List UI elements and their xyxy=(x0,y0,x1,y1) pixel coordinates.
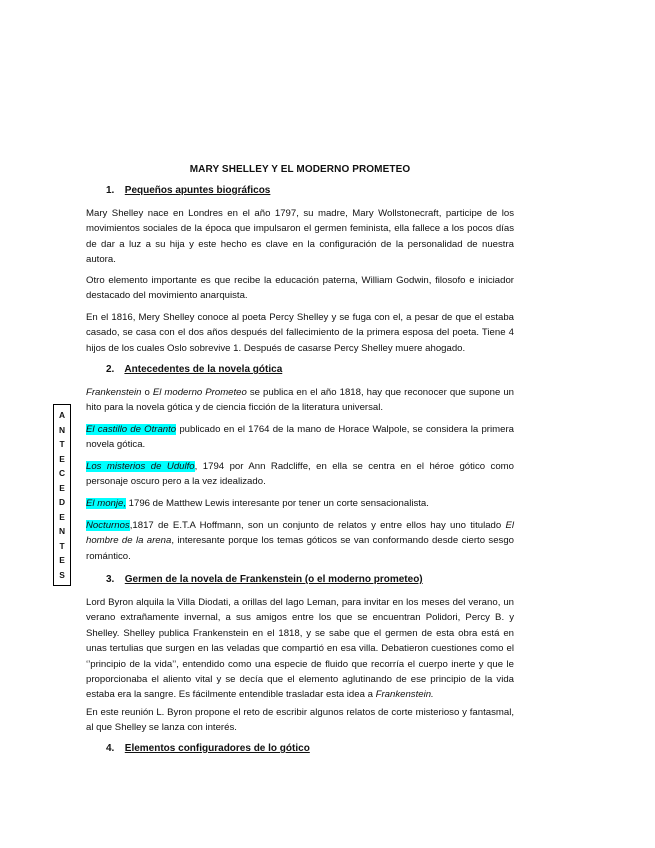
section-heading-1 xyxy=(106,185,270,196)
section-heading-2 xyxy=(106,364,282,375)
germen-paragraph-2: En este reunión L. Byron propone el reto de escribir algunos relatos de corte misterioso y fantasmal, al que Shelley se lanza con interés. xyxy=(86,707,514,734)
germen-paragraph-1 xyxy=(86,595,514,703)
bio-paragraph-3: En el 1816, Mery Shelley conoce al poeta Percy Shelley y se fuga con el, a pesar de que el estaba casado, se casa con el dos años después del fallecimiento de la primera esposa del poeta. Tiene 4 hijos de los cuales Oslo sobrevive 1. Después de casarse Percy Shelley muere ahogado. xyxy=(86,312,514,354)
text-run: , 1794 por Ann Radcliffe, en ella se centra en el héroe gótico como personaje oscuro pero a la vez idealizado. xyxy=(86,461,514,488)
section-number: 3. xyxy=(106,574,115,585)
section-number: 1. xyxy=(106,185,115,196)
section-title: Pequeños apuntes biográficos xyxy=(124,185,271,196)
text-run: o xyxy=(141,387,153,398)
text-run: publicado en el 1764 de la mano de Horace Walpole, se considera la primera novela gótica. xyxy=(86,424,514,451)
text-run: ,1817 de E.T.A Hoffmann, son un conjunto de relatos y entre ellos hay uno titulado xyxy=(129,520,506,531)
antecedentes-paragraph-1 xyxy=(86,385,514,416)
antecedentes-paragraph-2 xyxy=(86,422,514,453)
text-run: se publica en el año 1818, hay que reconocer que supone un hito para la novela gótica y de ciencia ficción de la literatura universal. xyxy=(86,387,514,414)
vertical-letter: N xyxy=(58,526,66,537)
section-title: Antecedentes de la novela gótica xyxy=(124,364,283,375)
section-number: 2. xyxy=(106,364,115,375)
antecedentes-paragraph-5 xyxy=(86,518,514,564)
vertical-letter: D xyxy=(58,497,66,508)
work-title: El moderno Prometeo xyxy=(152,387,247,398)
text-run: 1796 de Matthew Lewis interesante por tener un corte sensacionalista. xyxy=(126,498,429,509)
section-title: Elementos configuradores de lo gótico xyxy=(124,743,310,754)
work-title: El hombre de la arena xyxy=(86,520,514,547)
vertical-letter: E xyxy=(59,555,65,566)
section-title: Germen de la novela de Frankenstein (o el moderno prometeo) xyxy=(124,574,423,585)
vertical-letter: T xyxy=(59,540,65,551)
vertical-letter: T xyxy=(59,439,65,450)
highlighted-work-title: El monje, xyxy=(86,498,126,509)
work-title: Frankenstein xyxy=(86,387,142,398)
section-heading-4 xyxy=(106,743,310,754)
text-run: , interesante porque los temas góticos se van conformando desde cierto sesgo romántico. xyxy=(86,535,514,562)
section-number: 4. xyxy=(106,743,115,754)
antecedentes-vertical-label xyxy=(53,404,71,586)
work-title: Frankenstein. xyxy=(375,689,434,701)
vertical-letter: E xyxy=(59,511,65,522)
highlighted-work-title: El castillo de Otranto xyxy=(86,424,177,435)
section-heading-3 xyxy=(106,574,423,585)
text-run: Lord Byron alquila la Villa Diodati, a orillas del lago Leman, para invitar en los meses del verano, un verano extrañamente invernal, a sus amigos entre los que se encuentran Polidori, Percy B. y Shelley. Shelley publica Frankenstein en el 1818, y se sabe que el germen de esta obra está en unas tertulias que surgen en las veladas que compartió en esa villa. Debatieron cuestiones como el ‘’principio de la vida’’, entendido como una especie de fluido que recorría el cuerpo inerte y que le proporcionaba el aliento vital y se decía que el elemento aglutinando de ese principio de la vida estaba era la sangre. Es fácilmente entendible trasladar esta idea a xyxy=(86,597,514,701)
vertical-letter: S xyxy=(59,569,65,580)
antecedentes-paragraph-4 xyxy=(86,496,514,511)
bio-paragraph-2: Otro elemento importante es que recibe la educación paterna, William Godwin, filosofo e iniciador destacado del movimiento anarquista. xyxy=(86,275,514,302)
vertical-letter: E xyxy=(59,482,65,493)
vertical-letter: A xyxy=(58,410,66,421)
vertical-letter: E xyxy=(59,453,65,464)
vertical-letter: C xyxy=(58,468,66,479)
bio-paragraph-1: Mary Shelley nace en Londres en el año 1797, su madre, Mary Wollstonecraft, participe de los movimientos sociales de la época que impulsaron el germen feminista, ella fallece a los pocos días de dar a luz a su hija y este hecho es clave en la configuración de la personalidad de nuestra autora. xyxy=(86,208,514,266)
vertical-letter: N xyxy=(58,424,66,435)
highlighted-work-title: Nocturnos xyxy=(86,520,130,531)
document-title: MARY SHELLEY Y EL MODERNO PROMETEO xyxy=(189,164,411,175)
highlighted-work-title: Los misterios de Udulfo xyxy=(86,461,195,472)
antecedentes-paragraph-3 xyxy=(86,459,514,490)
